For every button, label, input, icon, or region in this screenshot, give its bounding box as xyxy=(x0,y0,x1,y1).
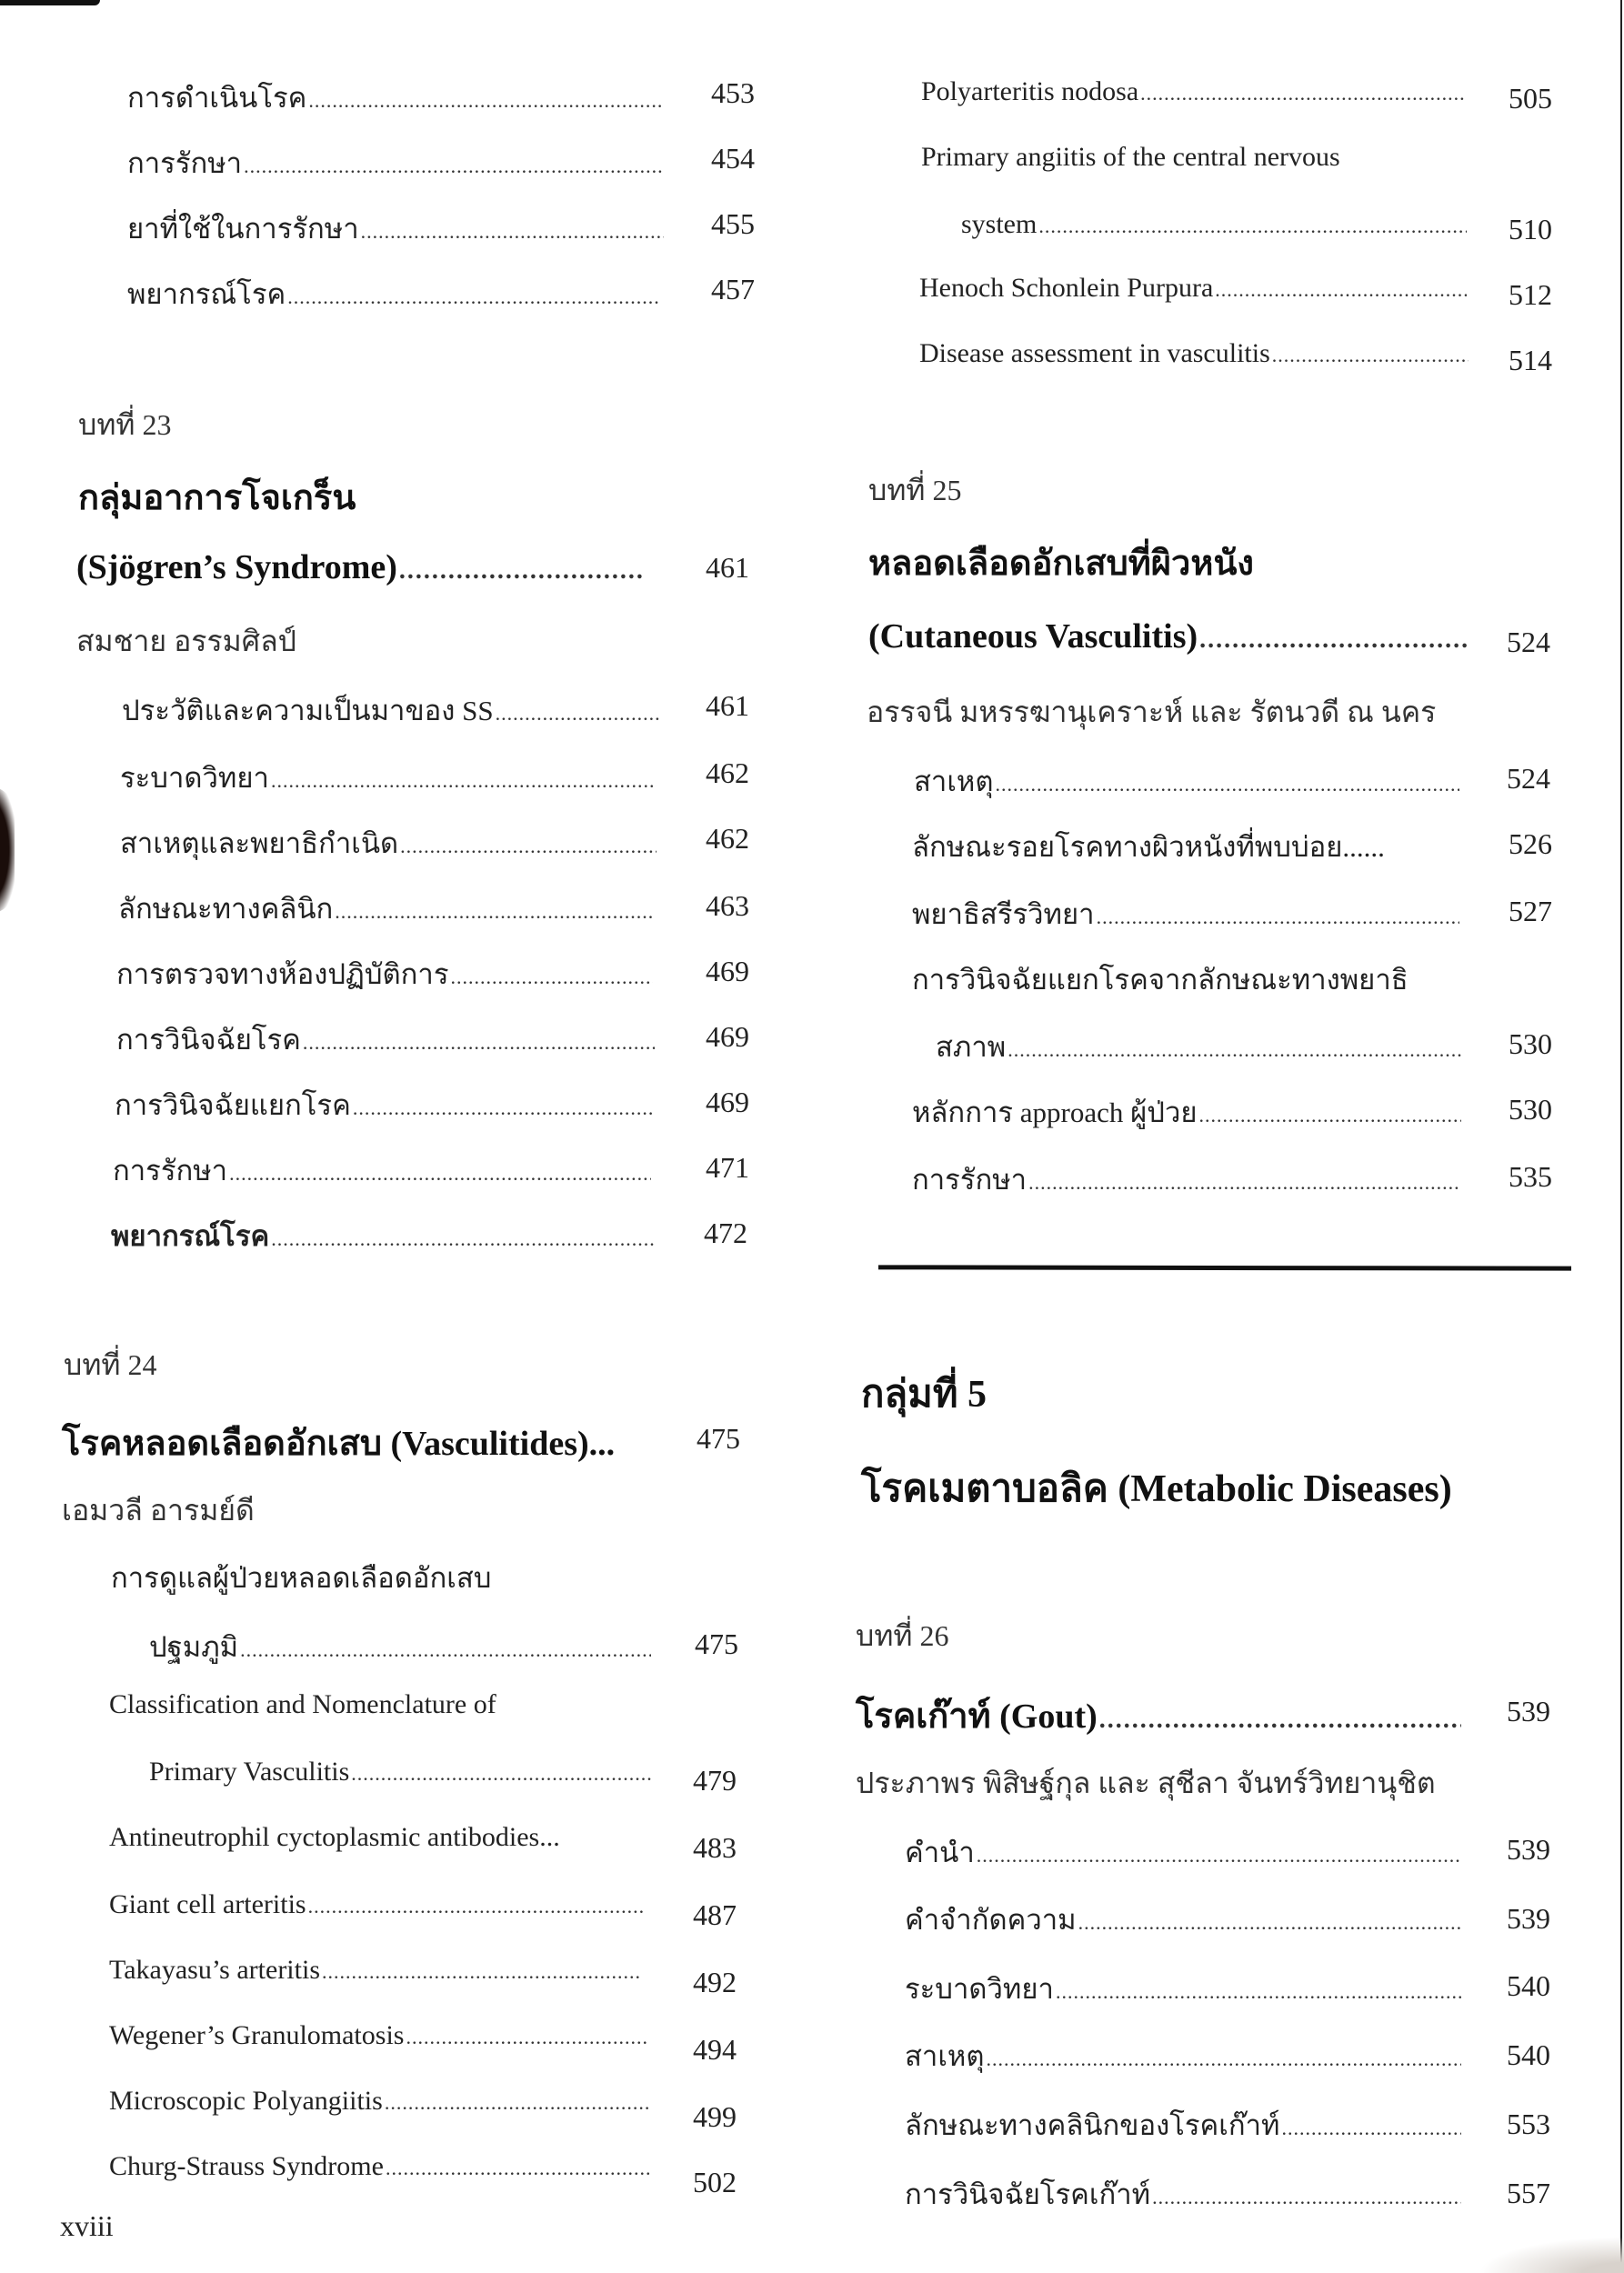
page-folio: xviii xyxy=(60,2209,114,2242)
page-number: 472 xyxy=(704,1217,747,1249)
toc-entry[interactable]: พยากรณ์โรค ..... xyxy=(127,271,659,316)
page-number: 453 xyxy=(711,76,755,109)
toc-entry[interactable]: สาเหตุและพยาธิกำเนิด ..... xyxy=(120,820,657,866)
page-number: 530 xyxy=(1509,1093,1552,1126)
section-divider xyxy=(878,1265,1571,1270)
chapter-author: สมชาย อรรมศิลป์ xyxy=(76,625,296,657)
toc-entry-line1[interactable]: Classification and Nomenclature of xyxy=(109,1689,496,1719)
page-number: 469 xyxy=(706,955,749,987)
group-label: กลุ่มที่ 5 xyxy=(861,1374,987,1416)
toc-entry[interactable]: สาเหตุ ..... xyxy=(914,758,1459,804)
toc-entry[interactable]: การวินิจฉัยแยกโรค ..... xyxy=(115,1082,655,1127)
chapter-author: ประภาพร พิสิษฐ์กุล และ สุชีลา จันทร์วิทยานุชิต xyxy=(856,1767,1436,1799)
page-number: 524 xyxy=(1507,626,1550,658)
toc-entry[interactable]: Wegener’s Granulomatosis ..... xyxy=(109,2020,647,2051)
page-number: 455 xyxy=(711,207,755,240)
page-number: 540 xyxy=(1507,2038,1550,2071)
toc-entry[interactable]: Polyarteritis nodosa ..... xyxy=(921,76,1467,107)
toc-entry-line1[interactable]: การดูแลผู้ป่วยหลอดเลือดอักเสบ xyxy=(111,1562,492,1594)
page-number: 475 xyxy=(695,1627,738,1660)
toc-entry[interactable]: ระบาดวิทยา ..... xyxy=(905,1966,1461,2011)
chapter-label: บทที่ 24 xyxy=(64,1348,157,1381)
page-number: 462 xyxy=(706,756,749,789)
toc-entry[interactable]: Henoch Schonlein Purpura ..... xyxy=(919,273,1467,304)
toc-entry[interactable]: การรักษา ..... xyxy=(912,1157,1461,1202)
page-number: 526 xyxy=(1509,827,1552,860)
toc-entry[interactable]: system ..... xyxy=(961,209,1467,240)
page-number: 512 xyxy=(1509,278,1552,311)
page-edge-right xyxy=(1620,0,1622,2273)
chapter-title-entry[interactable]: (Sjögren’s Syndrome) ..... xyxy=(76,547,646,587)
toc-entry[interactable]: Microscopic Polyangiitis ..... xyxy=(109,2086,649,2117)
toc-entry[interactable]: พยาธิสรีรวิทยา ..... xyxy=(912,891,1459,936)
page-number: 492 xyxy=(693,1966,737,1998)
page-number: 462 xyxy=(706,822,749,855)
toc-entry[interactable]: สาเหตุ ..... xyxy=(905,2033,1461,2078)
page-number: 514 xyxy=(1509,344,1552,376)
page-number: 557 xyxy=(1507,2177,1550,2209)
toc-entry[interactable]: Churg-Strauss Syndrome ..... xyxy=(109,2151,651,2182)
toc-entry[interactable]: Antineutrophil cyctoplasmic antibodies... xyxy=(109,1822,560,1852)
toc-entry[interactable]: การรักษา ..... xyxy=(113,1147,651,1193)
toc-entry[interactable]: การวินิจฉัยโรค ..... xyxy=(116,1016,655,1062)
chapter-label: บทที่ 25 xyxy=(868,474,962,506)
page-number: 527 xyxy=(1509,895,1552,927)
page-number: 483 xyxy=(693,1831,737,1864)
toc-entry-line1[interactable]: การวินิจฉัยแยกโรคจากลักษณะทางพยาธิ xyxy=(912,964,1408,996)
chapter-title-entry[interactable]: (Cutaneous Vasculitis) ..... xyxy=(868,616,1469,656)
page-number: 461 xyxy=(706,551,749,584)
toc-entry-line1[interactable]: Primary angiitis of the central nervous xyxy=(921,142,1340,172)
chapter-title: กลุ่มอาการโจเกร็น xyxy=(78,479,356,517)
toc-entry[interactable]: Giant cell arteritis ..... xyxy=(109,1889,644,1920)
toc-entry[interactable]: การวินิจฉัยโรคเก๊าท์ ..... xyxy=(905,2171,1461,2217)
toc-entry[interactable]: Primary Vasculitis ..... xyxy=(149,1757,651,1787)
page-number: 540 xyxy=(1507,1969,1550,2002)
page-number: 539 xyxy=(1507,1902,1550,1935)
toc-entry[interactable]: ปฐมภูมิ ..... xyxy=(149,1624,651,1669)
page-number: 461 xyxy=(706,689,749,722)
page-corner-shadow xyxy=(1479,2237,1624,2273)
group-title: โรคเมตาบอลิค (Metabolic Diseases) xyxy=(861,1468,1452,1510)
page-number: 539 xyxy=(1507,1695,1550,1727)
chapter-author: เอมวลี อารมย์ดี xyxy=(62,1494,255,1527)
page-number: 494 xyxy=(693,2033,737,2066)
toc-entry[interactable]: สภาพ ..... xyxy=(936,1024,1461,1069)
toc-entry[interactable]: ยาที่ใช้ในการรักษา ..... xyxy=(127,205,664,251)
page-number: 475 xyxy=(697,1422,740,1455)
page-edge-shadow-top xyxy=(0,0,100,5)
toc-entry[interactable]: หลักการ approach ผู้ป่วย ..... xyxy=(912,1089,1461,1135)
toc-entry[interactable]: ระบาดวิทยา ..... xyxy=(120,755,657,800)
page-number: 479 xyxy=(693,1764,737,1797)
page-number: 524 xyxy=(1507,762,1550,795)
toc-entry[interactable]: ประวัติและความเป็นมาของ SS ..... xyxy=(122,687,660,733)
page-number: 535 xyxy=(1509,1160,1552,1193)
toc-entry[interactable]: พยากรณ์โรค ..... xyxy=(111,1213,655,1258)
page-number: 469 xyxy=(706,1020,749,1053)
page-number: 457 xyxy=(711,273,755,305)
toc-entry[interactable]: คำนำ ..... xyxy=(905,1829,1461,1875)
page-number: 505 xyxy=(1509,82,1552,115)
page-number: 510 xyxy=(1509,213,1552,245)
toc-entry[interactable]: การตรวจทางห้องปฏิบัติการ ..... xyxy=(116,951,653,996)
page-number: 454 xyxy=(711,142,755,175)
chapter-label: บทที่ 23 xyxy=(78,408,172,441)
toc-entry[interactable]: ลักษณะรอยโรคทางผิวหนังที่พบบ่อย...... xyxy=(912,831,1385,863)
toc-entry[interactable]: คำจำกัดความ ..... xyxy=(905,1897,1461,1942)
toc-entry[interactable]: การดำเนินโรค ..... xyxy=(127,75,664,120)
toc-entry[interactable]: ลักษณะทางคลินิกของโรคเก๊าท์ ..... xyxy=(905,2102,1461,2148)
page-number: 553 xyxy=(1507,2108,1550,2140)
page-number: 463 xyxy=(706,889,749,922)
page-number: 471 xyxy=(706,1151,749,1184)
toc-entry[interactable]: การรักษา ..... xyxy=(127,140,664,185)
toc-entry[interactable]: Takayasu’s arteritis ..... xyxy=(109,1955,642,1986)
page-number: 539 xyxy=(1507,1833,1550,1866)
chapter-title: หลอดเลือดอักเสบที่ผิวหนัง xyxy=(868,545,1254,583)
page-number: 499 xyxy=(693,2100,737,2133)
chapter-author: อรรจนี มหรรฆานุเคราะห์ และ รัตนวดี ณ นคร xyxy=(867,696,1437,728)
page-number: 487 xyxy=(693,1898,737,1931)
chapter-label: บทที่ 26 xyxy=(856,1619,949,1652)
chapter-title[interactable]: โรคหลอดเลือดอักเสบ (Vasculitides)... xyxy=(62,1425,616,1463)
chapter-title-entry[interactable]: โรคเก๊าท์ (Gout) ..... xyxy=(856,1687,1461,1743)
page-number: 530 xyxy=(1509,1027,1552,1060)
page-number: 469 xyxy=(706,1086,749,1118)
toc-entry[interactable]: Disease assessment in vasculitis ..... xyxy=(919,338,1469,369)
binding-shadow xyxy=(0,786,15,914)
toc-entry[interactable]: ลักษณะทางคลินิก ..... xyxy=(118,886,653,931)
page-number: 502 xyxy=(693,2166,737,2198)
